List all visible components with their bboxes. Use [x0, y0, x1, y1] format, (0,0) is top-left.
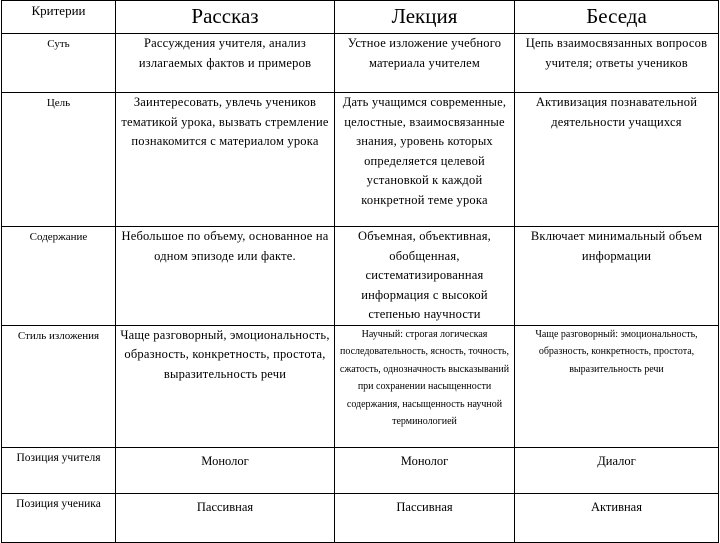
- conversation-cell: Активизация познавательной деятельности учащихся: [515, 93, 719, 227]
- story-cell: Рассуждения учителя, анализ излагаемых фактов и примеров: [116, 34, 335, 93]
- conversation-cell: Активная: [515, 493, 719, 542]
- header-row: [2, 1, 719, 34]
- conversation-cell: Включает минимальный объем информации: [515, 227, 719, 326]
- table-row: [2, 447, 719, 493]
- criterion-cell: Позиция учителя: [2, 447, 116, 493]
- lecture-cell: Пассивная: [335, 493, 515, 542]
- lecture-cell: Дать учащимся современные, целостные, взаимосвязанные знания, уровень которых определяется целевой установкой к каждой конкретной теме урока: [335, 93, 515, 227]
- table-row: [2, 227, 719, 326]
- story-cell: Заинтересовать, увлечь учеников тематикой урока, вызвать стремление познакомится с материалом урока: [116, 93, 335, 227]
- criterion-cell: Суть: [2, 34, 116, 93]
- story-cell: Монолог: [116, 447, 335, 493]
- comparison-table: [1, 0, 719, 543]
- header-lecture: Лекция: [335, 1, 515, 34]
- header-story: Рассказ: [116, 1, 335, 34]
- lecture-cell: Устное изложение учебного материала учителем: [335, 34, 515, 93]
- lecture-cell: Объемная, объективная, обобщенная, систематизированная информация с высокой степенью научности: [335, 227, 515, 326]
- table-row: [2, 34, 719, 93]
- table-row: [2, 493, 719, 542]
- story-cell: Чаще разговорный, эмоциональность, образность, конкретность, простота, выразительность речи: [116, 325, 335, 447]
- conversation-cell: Диалог: [515, 447, 719, 493]
- story-cell: Небольшое по объему, основанное на одном эпизоде или факте.: [116, 227, 335, 326]
- header-conversation: Беседа: [515, 1, 719, 34]
- lecture-cell: Монолог: [335, 447, 515, 493]
- story-cell: Пассивная: [116, 493, 335, 542]
- criterion-cell: Стиль изложения: [2, 325, 116, 447]
- criterion-cell: Цель: [2, 93, 116, 227]
- table-row: [2, 325, 719, 447]
- conversation-cell: Цепь взаимосвязанных вопросов учителя; ответы учеников: [515, 34, 719, 93]
- criterion-cell: Содержание: [2, 227, 116, 326]
- conversation-cell: Чаще разговорный: эмоциональность, образность, конкретность, простота, выразительность речи: [515, 325, 719, 447]
- lecture-cell: Научный: строгая логическая последовательность, ясность, точность, сжатость, однозначность высказываний при сохранении насыщенности содержания, насыщенность научной терминологией: [335, 325, 515, 447]
- criterion-cell: Позиция ученика: [2, 493, 116, 542]
- header-criteria: Критерии: [2, 1, 116, 34]
- table-row: [2, 93, 719, 227]
